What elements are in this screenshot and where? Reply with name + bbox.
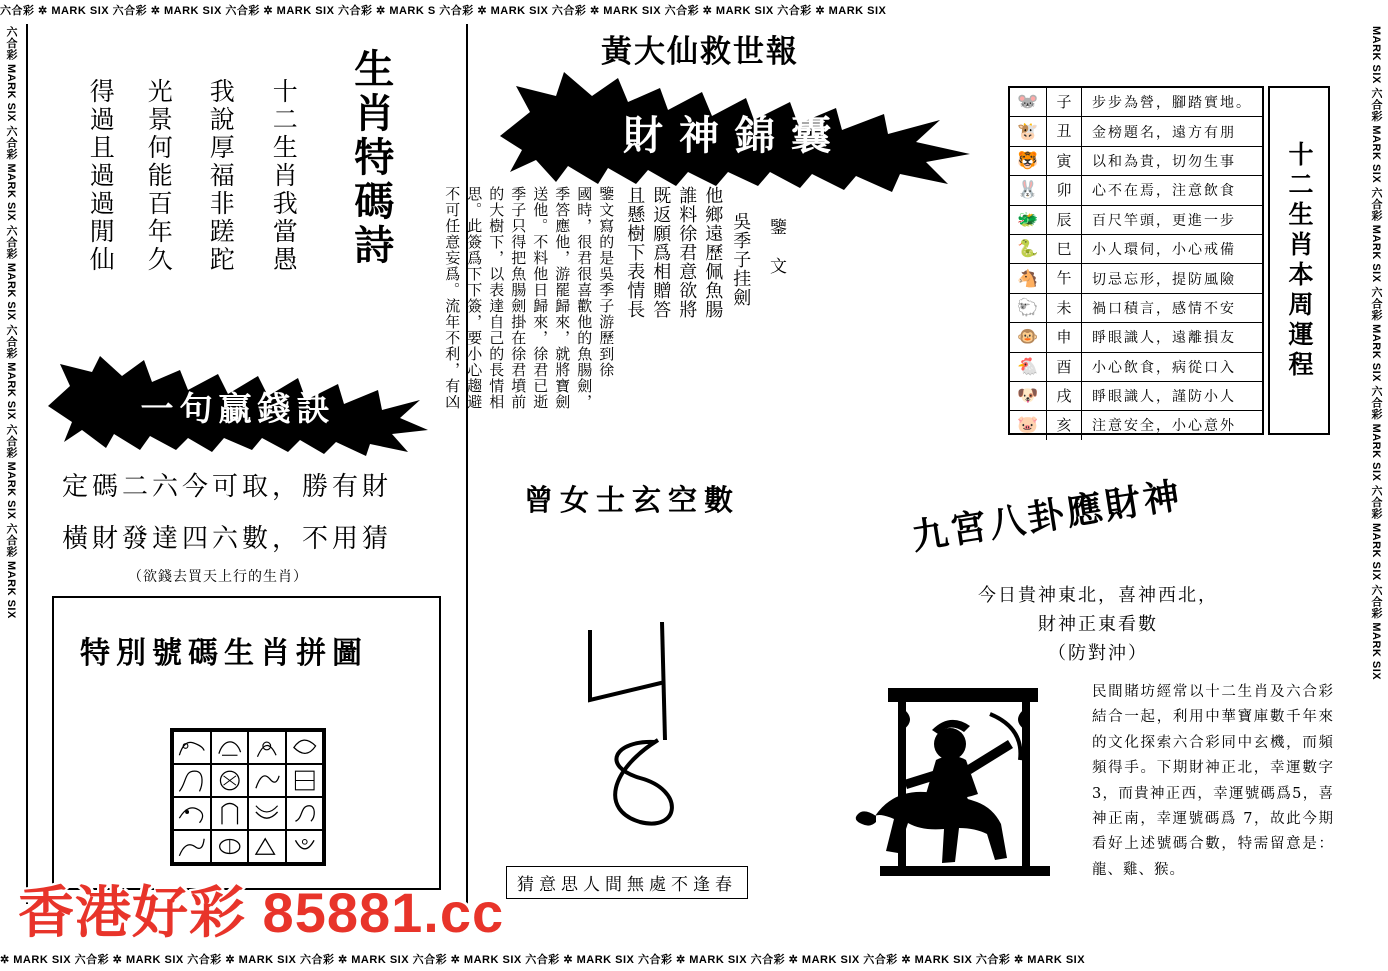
xuankong-title: 曾女士玄空數 bbox=[524, 483, 741, 517]
story-col-7: 國時，很君很喜歡他的魚腸劍， bbox=[575, 186, 594, 410]
zodiac-icon-dragon: 🐲 bbox=[1017, 209, 1039, 230]
story-signature: 鑒 文 bbox=[765, 218, 786, 275]
zodiac-forecast: 金榜題名，遠方有朋 bbox=[1092, 124, 1236, 141]
border-left-text: 六合彩 MARK SIX 六合彩 MARK SIX 六合彩 MARK SIX 六合彩 MARK SIX 六合彩 MARK SIX 六合彩 MARK SIX bbox=[5, 26, 17, 619]
puzzle-cell bbox=[248, 731, 286, 764]
table-row bbox=[1010, 264, 1262, 293]
watermark: 香港好彩 85881.cc bbox=[18, 881, 505, 944]
poem-line-1: 十二生肖我當愚 bbox=[269, 78, 299, 274]
border-right-text: MARK SIX 六合彩 MARK SIX 六合彩 MARK SIX 六合彩 MARK SIX 六合彩 MARK SIX 六合彩 MARK SIX 六合彩 MARK SIX bbox=[1370, 26, 1382, 681]
puzzle-title: 特別號碼生肖拼圖 bbox=[80, 636, 368, 671]
zodiac-forecast: 以和為貴，切勿生事 bbox=[1092, 153, 1236, 170]
zodiac-table bbox=[1008, 86, 1264, 435]
win-money-banner-label: 一句贏錢訣 bbox=[140, 388, 336, 428]
table-row bbox=[1010, 353, 1262, 382]
zodiac-icon-tiger: 🐯 bbox=[1017, 150, 1039, 171]
puzzle-cell bbox=[248, 764, 286, 797]
puzzle-cell bbox=[173, 731, 211, 764]
puzzle-cell bbox=[286, 830, 324, 863]
puzzle-cell bbox=[211, 830, 249, 863]
table-row bbox=[1010, 206, 1262, 235]
poem-line-3: 光景何能百年久 bbox=[144, 78, 174, 274]
zodiac-forecast: 切忌忘形，提防風險 bbox=[1092, 271, 1236, 288]
zodiac-icon-horse: 🐴 bbox=[1017, 268, 1039, 289]
zodiac-icon-rabbit: 🐰 bbox=[1017, 180, 1039, 201]
table-row bbox=[1010, 88, 1262, 117]
border-left-marquee bbox=[0, 0, 22, 971]
poem-line-2: 我說厚福非蹉跎 bbox=[206, 78, 236, 274]
table-row bbox=[1010, 117, 1262, 146]
table-row bbox=[1010, 411, 1262, 439]
story-col-13: 不可任意妄爲。流年不利，有凶 bbox=[443, 186, 462, 410]
puzzle-cell bbox=[173, 797, 211, 830]
zodiac-name: 戌 bbox=[1046, 382, 1082, 410]
puzzle-cell bbox=[286, 797, 324, 830]
puzzle-grid-cells bbox=[173, 731, 323, 863]
story-col-11: 的大樹下，以表達自己的長情相 bbox=[487, 186, 506, 410]
warrior-illustration bbox=[840, 666, 1080, 906]
border-top-marquee: 六合彩 ✲ MARK SIX 六合彩 ✲ MARK SIX 六合彩 ✲ MARK SIX 六合彩 ✲ MARK S 六合彩 ✲ MARK SIX 六合彩 ✲ MARK SIX 六合彩 ✲ MARK SIX 六合彩 ✲ MARK SIX bbox=[0, 5, 887, 17]
zodiac-name: 午 bbox=[1046, 264, 1082, 292]
bagua-line-2: 財神正東看數 bbox=[1038, 613, 1158, 635]
zodiac-name: 巳 bbox=[1046, 235, 1082, 263]
zodiac-forecast: 心不在焉，注意飲食 bbox=[1092, 183, 1236, 200]
border-bottom-marquee: ✲ MARK SIX 六合彩 ✲ MARK SIX 六合彩 ✲ MARK SIX 六合彩 ✲ MARK SIX 六合彩 ✲ MARK SIX 六合彩 ✲ MARK SIX 六合彩 ✲ MARK SIX 六合彩 ✲ MARK SIX 六合彩 ✲ MARK SIX 六合彩 ✲ MARK SIX bbox=[0, 954, 1086, 966]
story-col-6: 鑒文寫的是吳季子游歷到徐 bbox=[597, 186, 616, 378]
zodiac-forecast: 步步為營，腳踏實地。 bbox=[1092, 95, 1252, 112]
puzzle-cell bbox=[211, 731, 249, 764]
story-col-1: 吳季子挂劍 bbox=[730, 212, 752, 307]
riddle-text: 猜意思人間無處不逢春 bbox=[506, 866, 748, 899]
handwritten-number bbox=[570, 610, 730, 860]
story-col-12: 思。此簽爲下下簽，要小心趨避 bbox=[465, 186, 484, 410]
story-col-8: 季答應他，游罷歸來，就將寶劍 bbox=[553, 186, 572, 410]
zodiac-name: 丑 bbox=[1046, 117, 1082, 145]
zodiac-forecast: 百尺竿頭，更進一步 bbox=[1092, 212, 1236, 229]
fortune-god-banner-label: 財神錦囊 bbox=[623, 111, 847, 159]
verse-line-1: 定碼二六今可取，勝有財 bbox=[62, 472, 393, 502]
table-row bbox=[1010, 294, 1262, 323]
zodiac-forecast: 注意安全，小心意外 bbox=[1092, 418, 1236, 435]
zodiac-name: 申 bbox=[1046, 323, 1082, 351]
table-row bbox=[1010, 235, 1262, 264]
fortune-god-banner bbox=[500, 72, 970, 192]
story-col-9: 送他。不料他日歸來，徐君已逝 bbox=[531, 186, 550, 410]
table-row bbox=[1010, 323, 1262, 352]
bagua-title: 九宮八卦應財神 bbox=[909, 474, 1186, 559]
zodiac-panel-title: 十二生肖本周運程 bbox=[1285, 140, 1314, 381]
column-divider-left bbox=[466, 24, 468, 904]
story-col-5: 且懸樹下表情長 bbox=[624, 186, 646, 319]
zodiac-forecast: 睜眼識人，謹防小人 bbox=[1092, 389, 1236, 406]
page-frame-left bbox=[26, 24, 28, 904]
page-title: 黃大仙救世報 bbox=[601, 34, 799, 70]
zodiac-icon-dog: 🐶 bbox=[1017, 386, 1039, 407]
zodiac-icon-ox: 🐮 bbox=[1017, 121, 1039, 142]
zodiac-forecast: 睜眼識人，遠離損友 bbox=[1092, 330, 1236, 347]
puzzle-cell bbox=[286, 731, 324, 764]
story-col-10: 季子只得把魚腸劍掛在徐君墳前 bbox=[509, 186, 528, 410]
poem-title: 生肖特碼詩 bbox=[347, 48, 395, 268]
puzzle-cell bbox=[248, 830, 286, 863]
verse-note: （欲錢去買天上行的生肖） bbox=[128, 569, 308, 585]
puzzle-cell bbox=[248, 797, 286, 830]
zodiac-forecast: 禍口積言，感情不安 bbox=[1092, 300, 1236, 317]
win-money-banner bbox=[48, 356, 428, 456]
story-col-2: 他鄉遠歷佩魚腸 bbox=[702, 186, 724, 319]
zodiac-name: 卯 bbox=[1046, 176, 1082, 204]
puzzle-cell bbox=[173, 830, 211, 863]
zodiac-name: 寅 bbox=[1046, 147, 1082, 175]
verse-line-2: 橫財發達四六數，不用猜 bbox=[62, 524, 393, 554]
table-row bbox=[1010, 382, 1262, 411]
table-row bbox=[1010, 176, 1262, 205]
story-col-3: 誰料徐君意欲將 bbox=[676, 186, 698, 319]
bagua-lines bbox=[948, 582, 1248, 668]
zodiac-icon-snake: 🐍 bbox=[1017, 239, 1039, 260]
story-col-4: 既返願爲相贈答 bbox=[650, 186, 672, 319]
zodiac-forecast: 小心飲食，病從口入 bbox=[1092, 359, 1236, 376]
zodiac-icon-monkey: 🐵 bbox=[1017, 327, 1039, 348]
puzzle-cell bbox=[173, 764, 211, 797]
puzzle-cell bbox=[286, 764, 324, 797]
zodiac-name: 未 bbox=[1046, 294, 1082, 322]
zodiac-puzzle-grid bbox=[170, 728, 326, 866]
zodiac-panel-title-box bbox=[1268, 86, 1330, 435]
table-row bbox=[1010, 147, 1262, 176]
puzzle-cell bbox=[211, 764, 249, 797]
poem-line-4: 得過且過過閒仙 bbox=[86, 78, 116, 274]
zodiac-name: 辰 bbox=[1046, 206, 1082, 234]
zodiac-icon-pig: 🐷 bbox=[1017, 415, 1039, 436]
bagua-line-1: 今日貴神東北，喜神西北， bbox=[978, 585, 1218, 606]
zodiac-name: 酉 bbox=[1046, 353, 1082, 381]
article-text: 民間賭坊經常以十二生肖及六合彩結合一起，利用中華寶庫數千年來的文化探索六合彩同中玄機，而頻頻得手。下期財神正北，幸運數字3，而貴神正西，幸運號碼爲5，喜神正南，幸運號碼爲 7，故此今期看好上述號碼合數，特需留意是：龍、雞、猴。 bbox=[1092, 684, 1334, 878]
zodiac-forecast: 小人環伺，小心戒備 bbox=[1092, 242, 1236, 259]
bagua-line-3: （防對沖） bbox=[1048, 642, 1148, 664]
zodiac-name: 子 bbox=[1046, 88, 1082, 116]
border-right-marquee bbox=[1364, 0, 1388, 971]
zodiac-icon-goat: 🐑 bbox=[1017, 297, 1039, 318]
zodiac-icon-rat: 🐭 bbox=[1017, 92, 1039, 113]
puzzle-cell bbox=[211, 797, 249, 830]
zodiac-name: 亥 bbox=[1046, 411, 1082, 439]
zodiac-icon-rooster: 🐔 bbox=[1017, 356, 1039, 377]
